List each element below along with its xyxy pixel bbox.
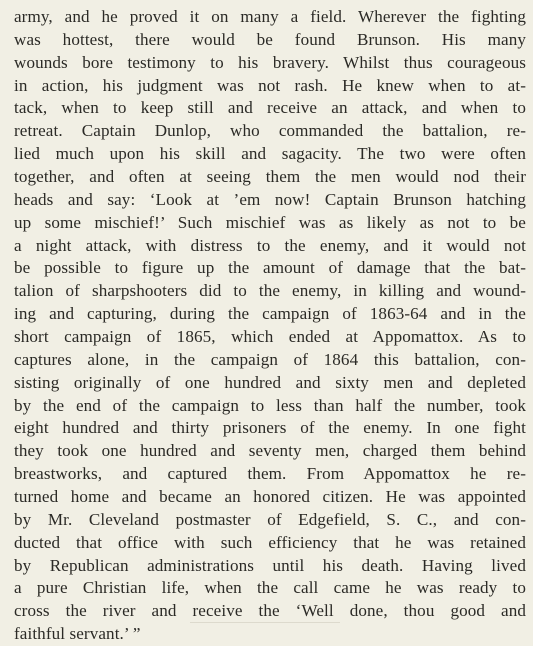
text-line: they took one hundred and seventy men, charged them behind [14, 441, 526, 461]
text-line: short campaign of 1865, which ended at Appomattox. As to [14, 327, 526, 347]
text-line: a pure Christian life, when the call came he was ready to [14, 578, 526, 598]
text-line: retreat. Captain Dunlop, who commanded the battalion, re- [14, 121, 526, 141]
text-line: cross the river and receive the ‘Well done, thou good and [14, 601, 526, 621]
text-line: in action, his judgment was not rash. He knew when to at- [14, 75, 526, 95]
text-line: by the end of the campaign to less than half the number, took [14, 395, 526, 415]
text-line: captures alone, in the campaign of 1864 this battalion, con- [14, 349, 526, 369]
text-line: talion of sharpshooters did to the enemy, in killing and wound- [14, 281, 526, 301]
text-line: army, and he proved it on many a field. Wherever the fighting [14, 7, 526, 26]
text-line: a night attack, with distress to the enemy, and it would not [14, 235, 526, 255]
text-line: by Republican administrations until his death. Having lived [14, 555, 526, 575]
text-line: tack, when to keep still and receive an attack, and when to [14, 98, 526, 118]
text-line: up some mischief!’ Such mischief was as likely as not to be [14, 212, 526, 232]
body-paragraph [14, 6, 526, 646]
text-line: sisting originally of one hundred and sixty men and depleted [14, 372, 526, 392]
text-line: ducted that office with such efficiency that he was retained [14, 532, 526, 552]
text-line: lied much upon his skill and sagacity. The two were often [14, 144, 526, 164]
text-line: eight hundred and thirty prisoners of the enemy. In one fight [14, 418, 526, 438]
text-line: faithful servant.’ ” [14, 624, 141, 644]
page-edge-mark [190, 622, 340, 629]
text-line: be possible to figure up the amount of damage that the bat- [14, 258, 526, 278]
text-line: together, and often at seeing them the men would nod their [14, 167, 526, 187]
text-line: turned home and became an honored citizen. He was appointed [14, 487, 526, 507]
text-line: breastworks, and captured them. From Appomattox he re- [14, 464, 526, 484]
text-line: wounds bore testimony to his bravery. Whilst thus courageous [14, 52, 526, 72]
text-line: was hottest, there would be found Brunson. His many [14, 29, 526, 49]
text-line: ing and capturing, during the campaign of 1863-64 and in the [14, 304, 526, 324]
text-line: by Mr. Cleveland postmaster of Edgefield, S. C., and con- [14, 509, 526, 529]
text-line: heads and say: ‘Look at ’em now! Captain Brunson hatching [14, 189, 526, 209]
document-page [14, 6, 526, 644]
